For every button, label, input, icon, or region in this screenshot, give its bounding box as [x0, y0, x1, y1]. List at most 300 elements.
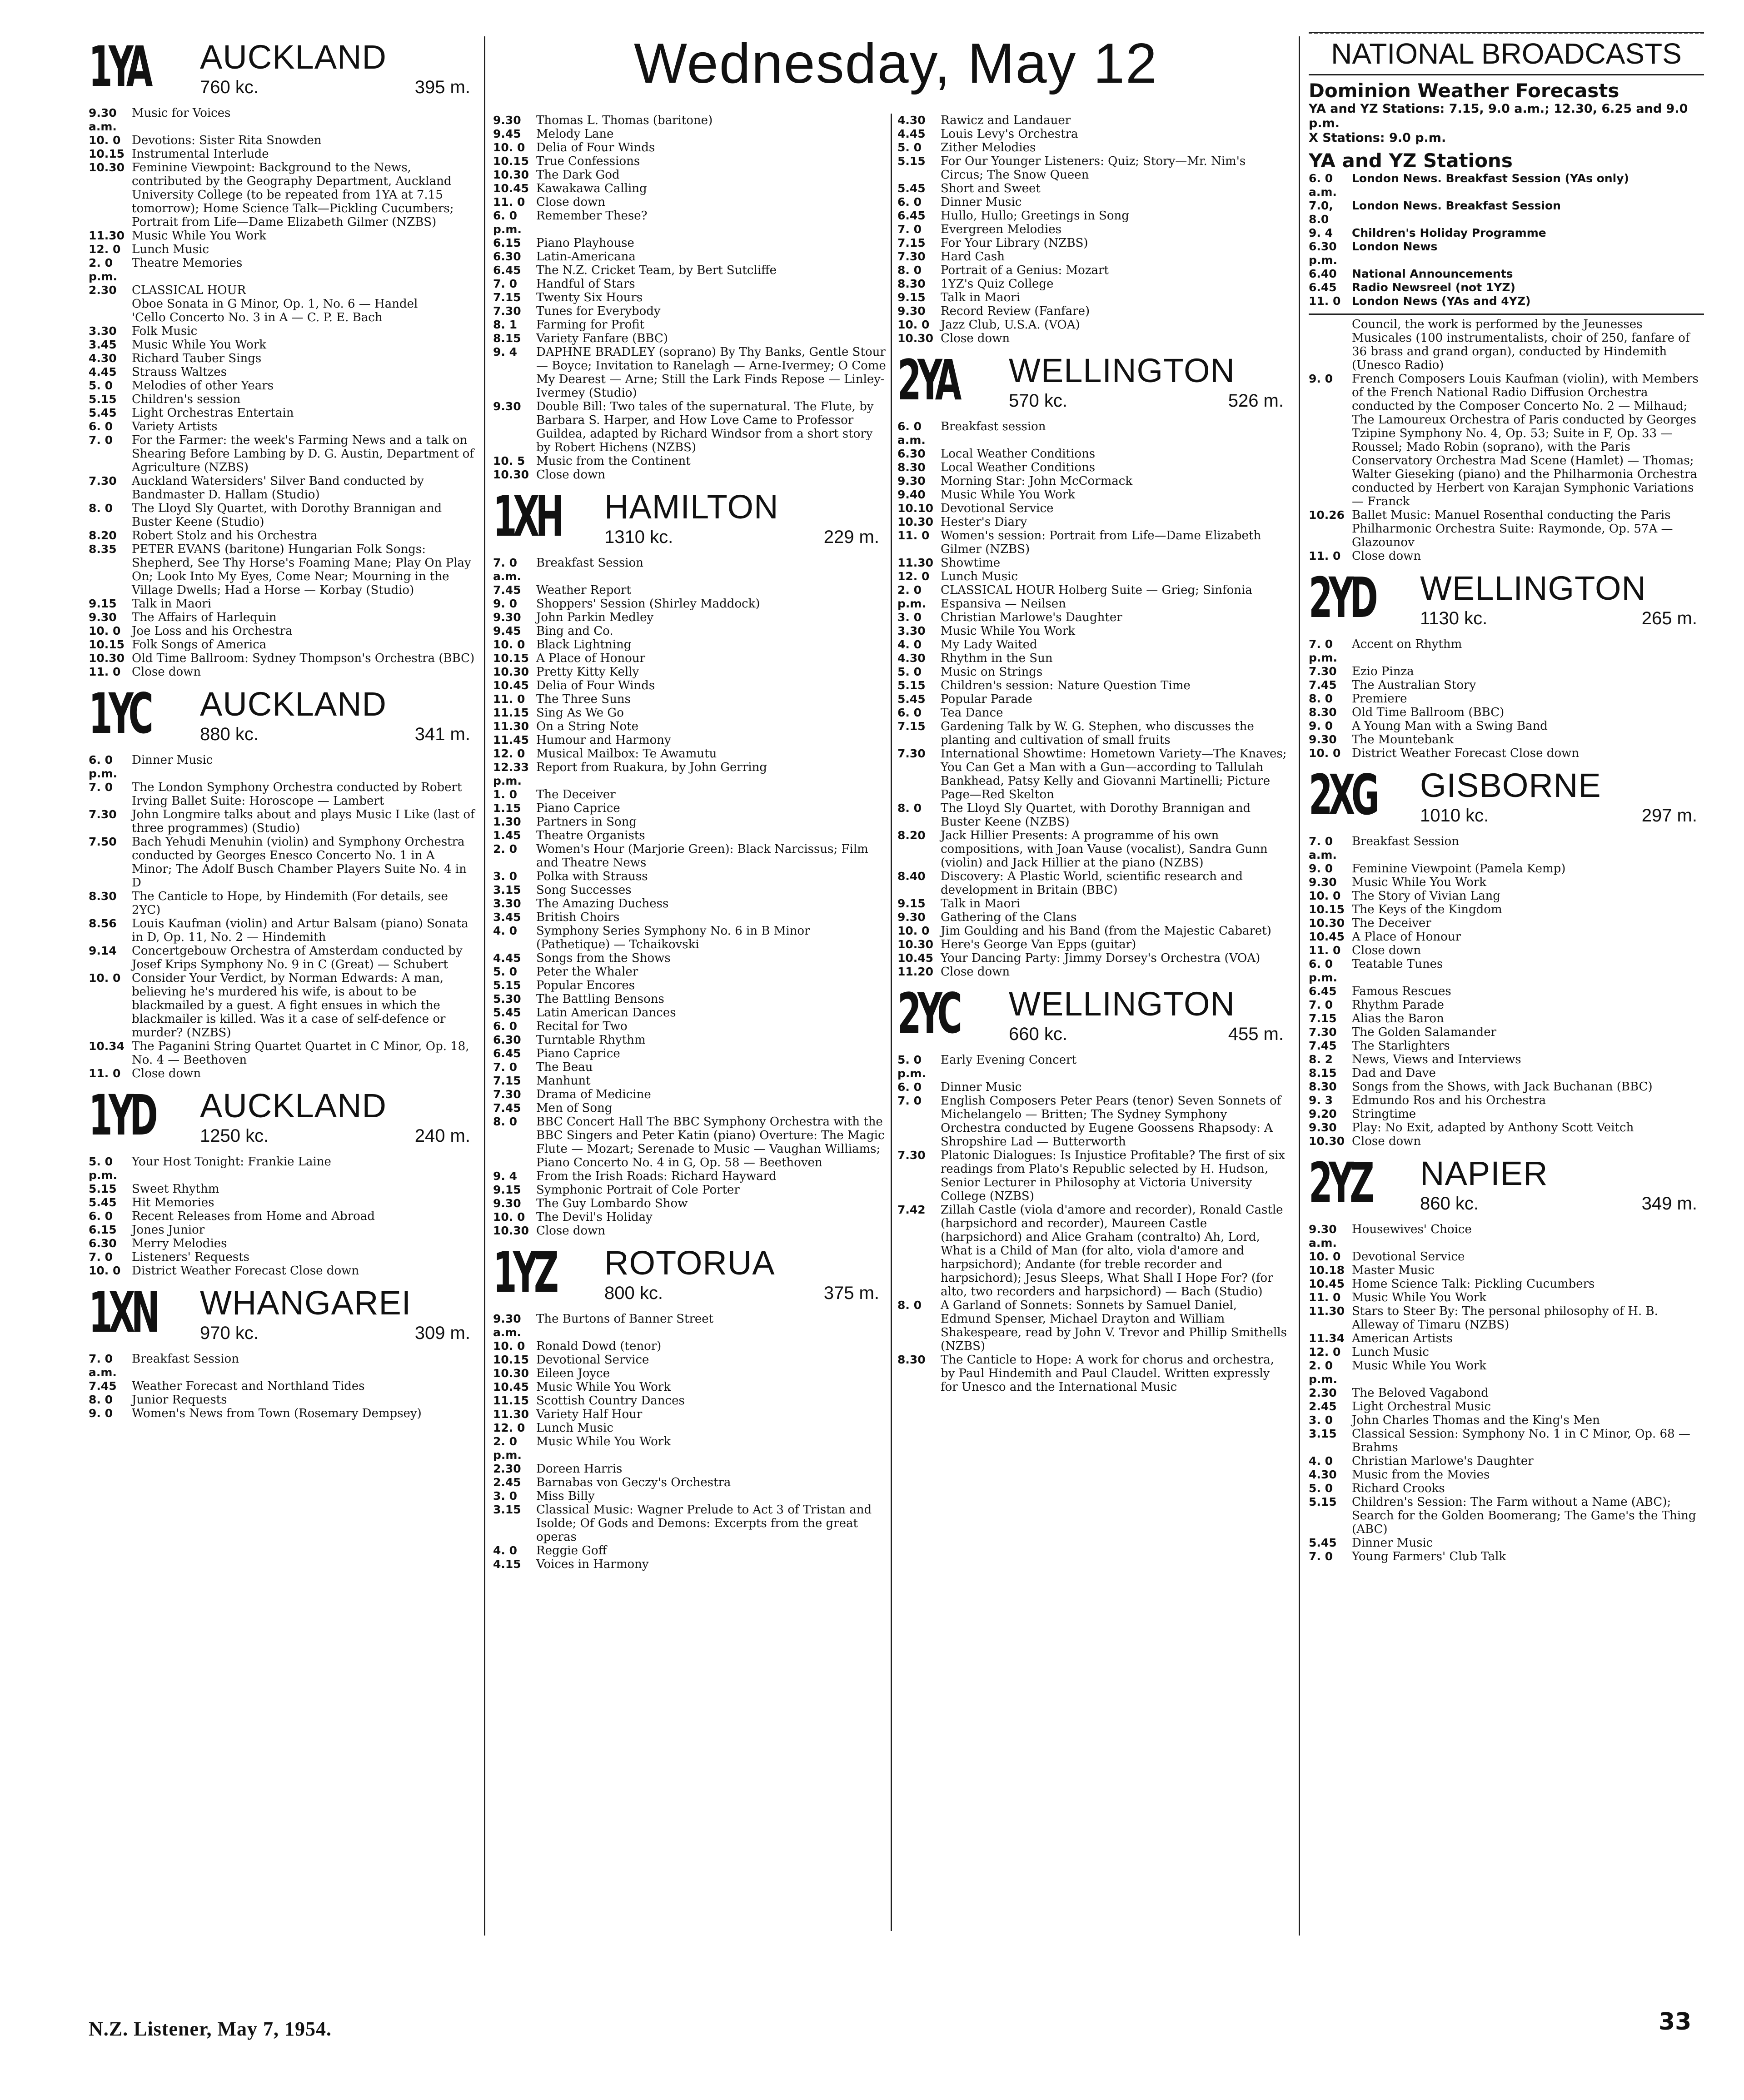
programme-title: Turntable Rhythm — [536, 1033, 646, 1047]
programme-title: Premiere — [1352, 692, 1407, 706]
programme-item — [1309, 719, 1704, 733]
programme-time: 1.15 — [493, 801, 521, 815]
programme-time: 9. 0 — [1309, 719, 1333, 732]
programme-item — [1309, 835, 1704, 862]
programme-item — [89, 379, 477, 393]
programme-item — [89, 474, 477, 502]
wavelength: 375 m. — [823, 1283, 879, 1303]
programme-title: Portrait of a Genius: Mozart — [941, 264, 1109, 277]
programme-title: Folk Music — [132, 324, 198, 338]
programme-title: My Lady Waited — [941, 638, 1037, 652]
programme-item — [493, 679, 886, 692]
programme-time: 6. 0 p.m. — [1309, 957, 1337, 984]
programme-title: London News. Breakfast Session (YAs only) — [1352, 172, 1629, 185]
programme-time: 8. 0 — [897, 264, 922, 277]
station-header — [1309, 1152, 1704, 1220]
programme-title: Voices in Harmony — [536, 1558, 649, 1571]
programme-time: 6.45 — [493, 1047, 521, 1060]
programme-title: Famous Rescues — [1352, 985, 1451, 998]
programme-title: Children's session — [132, 393, 241, 406]
programme-item — [89, 1393, 477, 1407]
programme-title: Music While You Work — [1352, 1359, 1486, 1373]
programme-time: 10.30 — [1309, 916, 1345, 930]
programme-item — [493, 114, 886, 127]
programme-time: 4.30 — [89, 352, 117, 365]
programme-title: Hester's Diary — [941, 515, 1027, 529]
programme-item — [1309, 267, 1704, 281]
programme-list — [493, 114, 886, 482]
programme-time: 11. 0 — [89, 665, 121, 678]
programme-title: Your Host Tonight: Frankie Laine — [132, 1155, 331, 1169]
programme-time — [89, 311, 132, 324]
programme-time: 6. 0 — [897, 1080, 922, 1094]
programme-time: 10.45 — [493, 182, 529, 195]
programme-title: A Place of Honour — [1352, 930, 1461, 944]
programme-list — [897, 420, 1291, 979]
programme-time: 9. 0 — [1309, 372, 1333, 385]
wavelength: 309 m. — [414, 1323, 470, 1343]
programme-item — [493, 277, 886, 291]
programme-time: 1. 0 — [493, 788, 517, 801]
programme-item — [493, 761, 886, 788]
programme-item — [897, 638, 1291, 652]
divider — [1309, 311, 1704, 315]
column-4 — [1309, 32, 1704, 1931]
programme-item — [89, 1182, 477, 1196]
programme-item — [1309, 1277, 1704, 1291]
programme-title: Women's Hour (Marjorie Green): Black Narcissus; Film and Theatre News — [536, 842, 868, 870]
programme-title: Lunch Music — [1352, 1345, 1429, 1359]
programme-title: Close down — [941, 332, 1010, 345]
programme-title: Polka with Strauss — [536, 870, 648, 883]
programme-time: 10.30 — [493, 1224, 529, 1237]
programme-time: 10. 0 — [89, 971, 121, 985]
programme-time: 10. 0 — [1309, 746, 1341, 760]
programme-item — [493, 1169, 886, 1183]
programme-item — [897, 624, 1291, 638]
programme-title: French Composers Louis Kaufman (violin), with Members of the French National Radio Diffusion Orchestra conducted by the Composer Concerto No. 2 — Milhaud; The Lamoureux Orchestra of Paris conducted by Georges Tzipine Symphony No. 4, Op. 53; Suite in F, Op. 33 — Roussel; Mado Robin (soprano), with the Paris Conservatory Orchestra Mad Scene (Hamlet) — Thomas; Walter Gieseking (piano) and the Philharmonia Orchestra conducted by Herbert von Karajan Symphonic Variations — Franck — [1352, 372, 1699, 508]
programme-title: Your Dancing Party: Jimmy Dorsey's Orchestra (VOA) — [941, 951, 1261, 965]
programme-item — [897, 223, 1291, 236]
programme-title: The Dark God — [536, 168, 620, 182]
programme-item — [1309, 1223, 1704, 1250]
programme-item — [89, 971, 477, 1040]
programme-title: Christian Marlowe's Daughter — [941, 611, 1122, 624]
programme-title: Hullo, Hullo; Greetings in Song — [941, 209, 1129, 223]
frequency: 1250 kc. — [200, 1126, 269, 1146]
programme-list — [1309, 1223, 1704, 1563]
wavelength: 349 m. — [1641, 1194, 1697, 1214]
frequency: 760 kc. — [200, 77, 259, 97]
programme-title: Young Farmers' Club Talk — [1352, 1550, 1506, 1563]
programme-item — [1309, 1468, 1704, 1482]
programme-title: Women's session: Portrait from Life—Dame Elizabeth Gilmer (NZBS) — [941, 529, 1261, 556]
frequency: 970 kc. — [200, 1323, 259, 1343]
column-rule — [891, 114, 892, 1931]
programme-time: 7. 0 p.m. — [1309, 637, 1337, 664]
programme-time: 4.45 — [89, 365, 117, 378]
programme-time: 10.45 — [493, 679, 529, 692]
programme-item — [1309, 1332, 1704, 1345]
city-name: AUCKLAND — [200, 38, 387, 76]
programme-item — [493, 1353, 886, 1367]
programme-list — [89, 1155, 477, 1278]
programme-time: 7.50 — [89, 835, 117, 848]
programme-item — [897, 911, 1291, 924]
programme-item — [89, 338, 477, 352]
programme-title: Council, the work is performed by the Jeunesses Musicales (100 instrumentalists, choir of 250, fanfare of 36 brass and grand organ), conducted by Hindemith (Unesco Radio) — [1352, 318, 1690, 372]
programme-item — [897, 332, 1291, 345]
programme-time: 7. 0 — [89, 781, 113, 794]
programme-title: Songs from the Shows — [536, 951, 671, 965]
column-rule — [484, 36, 485, 1936]
column-1 — [89, 32, 477, 1931]
programme-title: The Paganini String Quartet Quartet in C Minor, Op. 18, No. 4 — Beethoven — [132, 1040, 469, 1067]
programme-time: 8. 0 — [89, 502, 113, 515]
programme-title: Bing and Co. — [536, 624, 613, 638]
programme-item — [89, 393, 477, 406]
call-sign: 1YD — [89, 1083, 154, 1148]
programme-title: Piano Caprice — [536, 1047, 620, 1060]
programme-time: 11. 0 — [493, 692, 525, 706]
programme-time: 10.45 — [897, 951, 934, 965]
programme-item — [897, 1353, 1291, 1394]
programme-item — [89, 1209, 477, 1223]
programme-time: 7. 0 a.m. — [493, 556, 521, 583]
programme-title: Weather Report — [536, 583, 631, 597]
wavelength: 526 m. — [1228, 391, 1284, 411]
programme-title: Hit Memories — [132, 1196, 214, 1209]
programme-item — [1309, 1550, 1704, 1563]
programme-title: Devotional Service — [941, 502, 1054, 515]
programme-title: The Guy Lombardo Show — [536, 1197, 688, 1210]
city-name: NAPIER — [1420, 1155, 1548, 1192]
programme-item — [1309, 1482, 1704, 1495]
programme-item — [1309, 637, 1704, 665]
programme-title: DAPHNE BRADLEY (soprano) By Thy Banks, Gentle Stour — Boyce; Invitation to Ranelagh — Arne-Ivermey; O Come My Dearest — Arne; Still the Lark Finds Repose — Linley-Ivermey (Studio) — [536, 345, 886, 400]
programme-time: 9.30 — [493, 611, 521, 624]
programme-item — [1309, 862, 1704, 876]
programme-item — [1309, 226, 1704, 240]
programme-time: 7.30 — [897, 250, 926, 263]
city-name: AUCKLAND — [200, 685, 387, 723]
programme-title: Thomas L. Thomas (baritone) — [536, 114, 713, 127]
programme-title: Melody Lane — [536, 127, 614, 141]
programme-time: 6. 0 a.m. — [1309, 172, 1337, 199]
programme-time: 10.30 — [89, 652, 125, 665]
programme-item — [1309, 903, 1704, 916]
programme-time: 11.30 — [89, 229, 125, 242]
programme-time: 9. 0 — [493, 597, 517, 610]
programme-title: Music While You Work — [132, 229, 266, 243]
column-rule — [1299, 36, 1300, 1936]
programme-item — [897, 447, 1291, 461]
programme-title: Old Time Ballroom (BBC) — [1352, 706, 1505, 719]
programme-title: Report from Ruakura, by John Gerring — [536, 761, 767, 774]
programme-item — [493, 154, 886, 168]
programme-title: Rhythm in the Sun — [941, 652, 1053, 665]
programme-item — [1309, 985, 1704, 998]
programme-title: Ballet Music: Manuel Rosenthal conducting the Paris Philharmonic Orchestra Suite: Raymonde, Op. 57A — Glazounov — [1352, 508, 1673, 549]
programme-time: 7. 0 — [89, 433, 113, 447]
programme-title: Tunes for Everybody — [536, 304, 661, 318]
programme-time: 11.30 — [493, 720, 529, 733]
programme-time: 3. 0 — [493, 1489, 517, 1503]
programme-title: Double Bill: Two tales of the supernatural. The Flute, by Barbara S. Harper, and How Love Came to Professor Guildea, adapted by Richard Windsor from a short story by Robert Hichens (NZBS) — [536, 400, 874, 454]
programme-title: Jim Goulding and his Band (from the Majestic Cabaret) — [941, 924, 1271, 938]
programme-time: 3.45 — [89, 338, 117, 351]
programme-time: 5.15 — [89, 393, 117, 406]
programme-time: 12. 0 — [1309, 1345, 1341, 1359]
programme-item — [897, 720, 1291, 747]
programme-title: Rhythm Parade — [1352, 998, 1444, 1012]
programme-title: Music for Voices — [132, 106, 231, 120]
programme-title: Delia of Four Winds — [536, 679, 655, 692]
programme-item — [1309, 1250, 1704, 1264]
programme-item — [493, 924, 886, 951]
programme-time: 5.45 — [89, 1196, 117, 1209]
programme-item — [897, 1203, 1291, 1299]
programme-time: 6.40 — [1309, 267, 1337, 280]
programme-title: The Affairs of Harlequin — [132, 611, 277, 624]
programme-title: The Golden Salamander — [1352, 1025, 1497, 1039]
programme-item — [1309, 1135, 1704, 1148]
programme-time: 8. 0 — [493, 1115, 517, 1128]
programme-title: Morning Star: John McCormack — [941, 474, 1133, 488]
programme-time: 5. 0 p.m. — [89, 1155, 117, 1182]
programme-item — [89, 365, 477, 379]
programme-item — [493, 829, 886, 842]
programme-item — [89, 324, 477, 338]
programme-time: 2. 0 p.m. — [1309, 1359, 1337, 1386]
programme-title: Talk in Maori — [941, 291, 1021, 304]
programme-title: Talk in Maori — [941, 897, 1021, 911]
programme-time: 7.15 — [493, 291, 521, 304]
programme-title: Consider Your Verdict, by Norman Edwards: A man, believing he's murdered his wife, is about to be blackmailed by a guest. A fight ensues in which the blackmailer is killed. Was it a case of self-defence or murder? (NZBS) — [132, 971, 446, 1040]
programme-time: 10. 0 — [897, 924, 930, 937]
programme-time: 9. 0 — [1309, 862, 1333, 875]
programme-title: Latin-Americana — [536, 250, 636, 264]
programme-title: True Confessions — [536, 154, 640, 168]
publication-footer: N.Z. Listener, May 7, 1954. — [89, 2018, 332, 2040]
programme-item — [89, 284, 477, 297]
programme-title: Music on Strings — [941, 665, 1043, 679]
programme-item — [897, 801, 1291, 829]
programme-title: Oboe Sonata in G Minor, Op. 1, No. 6 — Handel — [132, 297, 418, 311]
programme-time: 7.45 — [1309, 1039, 1337, 1052]
programme-item — [89, 917, 477, 944]
programme-time: 7.15 — [1309, 1012, 1337, 1025]
programme-time: 11. 0 — [1309, 944, 1341, 957]
programme-title: Evergreen Melodies — [941, 223, 1062, 236]
programme-title: The Lloyd Sly Quartet, with Dorothy Brannigan and Buster Keene (NZBS) — [941, 801, 1251, 829]
programme-item — [493, 1312, 886, 1339]
programme-time: 8.35 — [89, 542, 117, 556]
programme-time: 6.45 — [1309, 985, 1337, 998]
programme-item — [1309, 1359, 1704, 1386]
programme-title: A Young Man with a Swing Band — [1352, 719, 1548, 733]
programme-item — [493, 1183, 886, 1197]
programme-time: 4. 0 — [493, 924, 517, 937]
programme-time: 10.45 — [493, 1380, 529, 1393]
programme-item — [493, 556, 886, 583]
frequency: 880 kc. — [200, 724, 259, 744]
programme-time: 9.15 — [493, 1183, 521, 1196]
programme-title: Songs from the Shows, with Jack Buchanan (BBC) — [1352, 1080, 1653, 1094]
programme-title: Close down — [132, 665, 201, 679]
programme-title: Gathering of the Clans — [941, 911, 1077, 924]
programme-time: 10. 0 — [89, 134, 121, 147]
programme-item — [89, 1155, 477, 1182]
programme-title: Dinner Music — [941, 195, 1022, 209]
programme-title: Radio Newsreel (not 1YZ) — [1352, 281, 1515, 294]
programme-time: 10. 5 — [493, 454, 525, 468]
programme-time: 8.40 — [897, 870, 926, 883]
programme-title: London News — [1352, 240, 1438, 253]
weather-heading: Dominion Weather Forecasts — [1309, 80, 1619, 102]
programme-title: Twenty Six Hours — [536, 291, 643, 304]
programme-time: 9.30 — [493, 114, 521, 127]
programme-time: 11. 0 — [1309, 1291, 1341, 1304]
programme-title: Jazz Club, U.S.A. (VOA) — [941, 318, 1080, 332]
programme-title: London News (YAs and 4YZ) — [1352, 294, 1531, 308]
programme-time: 10.15 — [89, 638, 125, 651]
programme-time: 12. 0 — [897, 570, 930, 583]
programme-time: 8.15 — [1309, 1066, 1337, 1080]
programme-title: Alias the Baron — [1352, 1012, 1444, 1025]
programme-list — [493, 556, 886, 1238]
programme-time: 5.15 — [1309, 1495, 1337, 1508]
programme-item — [897, 141, 1291, 154]
programme-time: 10.30 — [897, 332, 934, 345]
programme-title: Dinner Music — [132, 753, 213, 767]
city-name: AUCKLAND — [200, 1087, 387, 1125]
programme-time: 6. 0 — [89, 1209, 113, 1223]
programme-title: Close down — [1352, 549, 1421, 563]
programme-time: 12.33 p.m. — [493, 761, 529, 787]
programme-item — [1309, 281, 1704, 294]
programme-title: John Longmire talks about and plays Music I Like (last of three programmes) (Studio) — [132, 808, 475, 835]
programme-time: 11.30 — [493, 1408, 529, 1421]
programme-item — [897, 556, 1291, 570]
frequency: 1010 kc. — [1420, 806, 1489, 826]
programme-title: Kawakawa Calling — [536, 182, 647, 195]
page-number: 33 — [1659, 2008, 1692, 2035]
programme-item — [897, 829, 1291, 870]
programme-item — [89, 753, 477, 781]
programme-time — [1309, 318, 1352, 372]
programme-time: 4.30 — [1309, 1468, 1337, 1481]
programme-item — [897, 706, 1291, 720]
programme-time: 7. 0 — [89, 1250, 113, 1264]
programme-title: Devotions: Sister Rita Snowden — [132, 134, 322, 147]
programme-item — [897, 502, 1291, 515]
programme-item — [1309, 957, 1704, 985]
programme-item — [493, 1210, 886, 1224]
wavelength: 297 m. — [1641, 806, 1697, 826]
programme-title: Hard Cash — [941, 250, 1005, 264]
programme-title: The Mountebank — [1352, 733, 1454, 746]
programme-time: 7.30 — [89, 474, 117, 488]
programme-time: 9.30 a.m. — [1309, 1223, 1337, 1249]
programme-title: The Starlighters — [1352, 1039, 1450, 1053]
programme-title: The Keys of the Kingdom — [1352, 903, 1502, 916]
programme-title: CLASSICAL HOUR — [132, 284, 246, 297]
programme-title: Theatre Organists — [536, 829, 645, 842]
programme-item — [897, 965, 1291, 979]
programme-item — [1309, 876, 1704, 889]
call-sign: 2YD — [1309, 566, 1375, 630]
programme-time: 8. 0 — [897, 1299, 922, 1312]
programme-item — [897, 291, 1291, 304]
programme-title: Local Weather Conditions — [941, 447, 1096, 461]
programme-title: Play: No Exit, adapted by Anthony Scott Veitch — [1352, 1121, 1634, 1135]
programme-time: 6. 0 — [89, 420, 113, 433]
programme-title: International Showtime: Hometown Variety—The Knaves; You Can Get a Man with a Gun—according to Tallulah Bankhead, Patsy Kelly and Giovanni Martinelli; Picture Page—Red Skelton — [941, 747, 1287, 801]
frequency: 1130 kc. — [1420, 608, 1488, 628]
programme-title: Popular Encores — [536, 979, 635, 992]
city-name: ROTORUA — [604, 1244, 775, 1282]
programme-time: 3.15 — [493, 883, 521, 896]
programme-item — [493, 1074, 886, 1088]
programme-item — [89, 433, 477, 474]
programme-time: 7. 0 — [897, 1094, 922, 1107]
programme-item — [493, 979, 886, 992]
call-sign: 1YA — [89, 35, 149, 99]
programme-time: 9.30 — [1309, 733, 1337, 746]
programme-time: 7.15 — [493, 1074, 521, 1087]
programme-item — [493, 665, 886, 679]
programme-item — [493, 911, 886, 924]
programme-item — [493, 1408, 886, 1421]
programme-time: 3.45 — [493, 911, 521, 924]
programme-item — [1309, 1080, 1704, 1094]
programme-time: 4.30 — [897, 652, 926, 665]
programme-title: Jack Hillier Presents: A programme of his own compositions, with Joan Vause (vocalist), Sandra Gunn (violin) and Jack Hillier at the piano (NZBS) — [941, 829, 1268, 870]
programme-title: Music from the Continent — [536, 454, 691, 468]
programme-title: Theatre Memories — [132, 256, 243, 270]
programme-item — [897, 1299, 1291, 1353]
weather-line: X Stations: 9.0 p.m. — [1309, 131, 1446, 145]
programme-item — [493, 127, 886, 141]
programme-item — [897, 304, 1291, 318]
programme-time: 5.15 — [897, 679, 926, 692]
programme-time: 3.15 — [493, 1503, 521, 1516]
programme-time: 8.15 — [493, 332, 521, 345]
programme-time: 3.30 — [897, 624, 926, 637]
programme-item — [89, 243, 477, 256]
programme-item — [1309, 1304, 1704, 1332]
station-header — [897, 982, 1291, 1050]
programme-title: Music While You Work — [1352, 876, 1486, 889]
programme-title: BBC Concert Hall The BBC Symphony Orchestra with the BBC Singers and Peter Katin (piano) Overture: The Magic Flute — Mozart; Serenade to Music — Vaughan Williams; Piano Concerto No. 4 in G, Op. 58 — Beethoven — [536, 1115, 885, 1169]
station-header — [493, 485, 886, 553]
programme-time: 3.30 — [493, 897, 521, 910]
programme-item — [493, 706, 886, 720]
programme-title: For the Farmer: the week's Farming News and a talk on Shearing Before Lambing by D. G. Austin, Department of Agriculture (NZBS) — [132, 433, 474, 474]
programme-item — [897, 195, 1291, 209]
weather-line: YA and YZ Stations: 7.15, 9.0 a.m.; 12.30, 6.25 and 9.0 p.m. — [1309, 102, 1688, 130]
programme-time: 8. 1 — [493, 318, 517, 331]
programme-title: Close down — [1352, 944, 1421, 957]
programme-title: Miss Billy — [536, 1489, 595, 1503]
programme-item — [1309, 746, 1704, 760]
city-name: WHANGAREI — [200, 1284, 412, 1322]
programme-time: 9. 4 — [1309, 226, 1333, 239]
programme-title: Home Science Talk: Pickling Cucumbers — [1352, 1277, 1595, 1291]
programme-title: Bach Yehudi Menuhin (violin) and Symphony Orchestra conducted by Georges Enesco Concerto No. 1 in A Minor; The Adolf Busch Chamber Players Suite No. 4 in D — [132, 835, 467, 890]
programme-time: 6.30 p.m. — [1309, 240, 1337, 267]
